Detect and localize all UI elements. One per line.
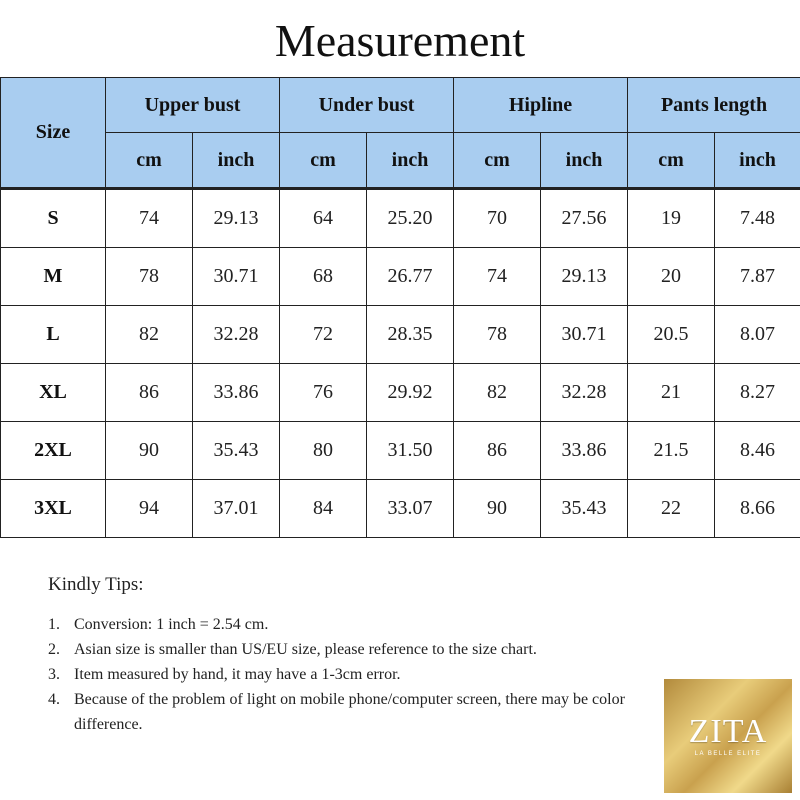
measurement-cell: 33.86 [193, 364, 280, 422]
size-label-cell: M [1, 248, 106, 306]
unit-header: cm [280, 133, 367, 189]
measurement-cell: 30.71 [193, 248, 280, 306]
unit-header: cm [454, 133, 541, 189]
measurement-cell: 31.50 [367, 422, 454, 480]
measurement-cell: 35.43 [541, 480, 628, 538]
measurement-cell: 26.77 [367, 248, 454, 306]
measurement-cell: 76 [280, 364, 367, 422]
tip-text: Because of the problem of light on mobile phone/computer screen, there may be color difference. [74, 691, 625, 733]
measurement-cell: 7.48 [715, 189, 800, 248]
brand-logo-tagline: LA BELLE ELITE [694, 751, 762, 757]
size-label-cell: 3XL [1, 480, 106, 538]
unit-header: inch [715, 133, 800, 189]
size-label-cell: S [1, 189, 106, 248]
brand-logo [664, 679, 792, 793]
tips-title: Kindly Tips: [48, 574, 144, 595]
group-header-upper-bust: Upper bust [106, 78, 280, 133]
measurement-cell: 21.5 [628, 422, 715, 480]
measurement-cell: 86 [106, 364, 193, 422]
table-group-header-row [1, 78, 800, 133]
measurement-cell: 82 [106, 306, 193, 364]
measurement-cell: 37.01 [193, 480, 280, 538]
measurement-cell: 33.07 [367, 480, 454, 538]
tip-item [48, 612, 658, 637]
unit-header: cm [628, 133, 715, 189]
measurement-cell: 32.28 [193, 306, 280, 364]
measurement-cell: 22 [628, 480, 715, 538]
measurement-cell: 7.87 [715, 248, 800, 306]
tip-text: Asian size is smaller than US/EU size, please reference to the size chart. [74, 641, 537, 658]
table-row [1, 248, 800, 306]
measurement-cell: 84 [280, 480, 367, 538]
page-title: Measurement [274, 15, 526, 66]
measurement-table [0, 77, 800, 538]
measurement-cell: 20 [628, 248, 715, 306]
measurement-cell: 72 [280, 306, 367, 364]
table-body [1, 189, 800, 538]
measurement-cell: 19 [628, 189, 715, 248]
group-header-pants-length: Pants length [628, 78, 800, 133]
tips-section [48, 574, 658, 737]
measurement-cell: 74 [106, 189, 193, 248]
measurement-cell: 80 [280, 422, 367, 480]
size-label-cell: XL [1, 364, 106, 422]
measurement-cell: 29.13 [193, 189, 280, 248]
tips-list [48, 612, 658, 737]
table-row [1, 422, 800, 480]
measurement-cell: 8.27 [715, 364, 800, 422]
tip-number: 1. [48, 616, 60, 633]
measurement-cell: 30.71 [541, 306, 628, 364]
table-row [1, 306, 800, 364]
unit-header: inch [367, 133, 454, 189]
measurement-cell: 70 [454, 189, 541, 248]
tip-item [48, 687, 658, 737]
measurement-cell: 90 [106, 422, 193, 480]
measurement-cell: 20.5 [628, 306, 715, 364]
measurement-cell: 25.20 [367, 189, 454, 248]
measurement-cell: 74 [454, 248, 541, 306]
measurement-cell: 8.46 [715, 422, 800, 480]
tip-text: Item measured by hand, it may have a 1-3cm error. [74, 666, 401, 683]
measurement-cell: 21 [628, 364, 715, 422]
table-units-header-row [1, 133, 800, 189]
unit-header: inch [193, 133, 280, 189]
size-column-header: Size [1, 78, 106, 189]
measurement-cell: 33.86 [541, 422, 628, 480]
size-label-cell: L [1, 306, 106, 364]
group-header-under-bust: Under bust [280, 78, 454, 133]
table-row [1, 189, 800, 248]
unit-header: cm [106, 133, 193, 189]
measurement-cell: 86 [454, 422, 541, 480]
tip-number: 3. [48, 666, 60, 683]
measurement-cell: 94 [106, 480, 193, 538]
tip-item [48, 662, 658, 687]
measurement-cell: 90 [454, 480, 541, 538]
measurement-cell: 78 [106, 248, 193, 306]
table-row [1, 364, 800, 422]
measurement-cell: 68 [280, 248, 367, 306]
measurement-cell: 78 [454, 306, 541, 364]
measurement-cell: 29.92 [367, 364, 454, 422]
measurement-cell: 64 [280, 189, 367, 248]
group-header-hipline: Hipline [454, 78, 628, 133]
measurement-cell: 35.43 [193, 422, 280, 480]
measurement-cell: 82 [454, 364, 541, 422]
measurement-cell: 29.13 [541, 248, 628, 306]
measurement-cell: 27.56 [541, 189, 628, 248]
size-label-cell: 2XL [1, 422, 106, 480]
tip-item [48, 637, 658, 662]
measurement-cell: 28.35 [367, 306, 454, 364]
brand-logo-name: ZITA [688, 713, 768, 750]
tip-number: 4. [48, 691, 60, 708]
unit-header: inch [541, 133, 628, 189]
measurement-cell: 8.07 [715, 306, 800, 364]
tip-number: 2. [48, 641, 60, 658]
table-row [1, 480, 800, 538]
measurement-cell: 32.28 [541, 364, 628, 422]
tip-text: Conversion: 1 inch = 2.54 cm. [74, 616, 269, 633]
measurement-cell: 8.66 [715, 480, 800, 538]
